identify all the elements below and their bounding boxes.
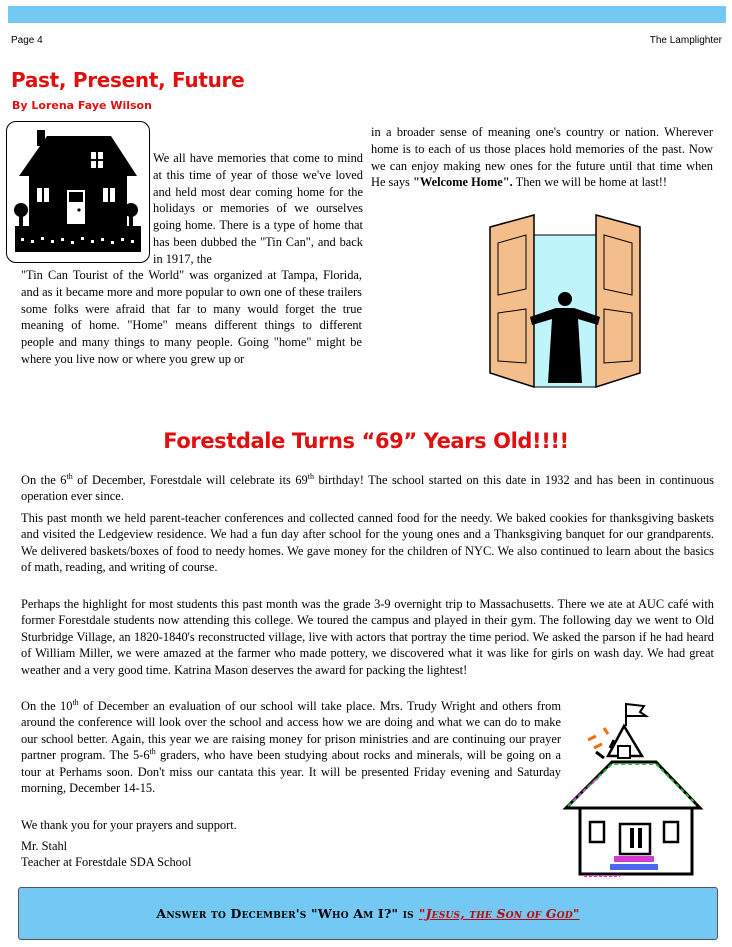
ordinal-suffix: th [66, 471, 73, 481]
open-door-icon [484, 213, 646, 389]
who-am-i-answer-banner [18, 887, 718, 940]
paragraph-text: On the 6 [21, 473, 67, 487]
article-paragraph [21, 472, 714, 505]
column2-end-text: Then we will be home at last!! [512, 175, 668, 190]
article-paragraph: Perhaps the highlight for most students this past month was the grade 3-9 overnight trip to Massachusetts. There we ate at AUC café with former Forestdale students now attending this college. We toured the campus and played in their gym. The following day we went to Old Sturbridge Village, an 1820-1840's reconstructed village, live with actors that portray the time period. We asked the parson if he had heard of William Miller, we were amazed at the farmer who made pottery, we discovered what it was like for girls on wash day. We had great weather and a very good time. Katrina Mason deserves the award for packing the lightest! [21, 597, 714, 677]
schoolhouse-icon [560, 700, 710, 882]
article-paragraph-column2 [371, 124, 713, 191]
paragraph-text: graders, who have been studying about rocks and minerals, will be going on a tour at Perhams soon. Don't miss our cantata this year. It will be presented Friday evening and Saturday morning, December 14-15. [21, 748, 561, 796]
ordinal-suffix: th [72, 697, 79, 707]
answer-text: "Jesus, the Son of God" [418, 906, 580, 921]
article-title-2: Forestdale Turns “69” Years Old!!!! [163, 429, 569, 453]
house-clipart [6, 121, 150, 263]
paragraph-text: On the 10 [21, 699, 73, 713]
ordinal-suffix: th [307, 471, 314, 481]
article-paragraph-wrapped: We all have memories that come to mind at this time of year of those we've loved and held most dear coming home for the holidays or memories of we ourselves going home. There is a type of home that has been dubbed the "Tin Can", and back in 1917, the [153, 151, 363, 266]
paragraph-text: birthday! The school started on this date in 1932 and has been in continuous operation ever since. [21, 473, 714, 504]
top-color-bar [8, 6, 726, 23]
ordinal-suffix: th [149, 747, 156, 757]
article-title: Past, Present, Future [11, 68, 245, 92]
column2-text: in a broader sense of meaning one's country or nation. Wherever home is to each of us those places hold memories of the past. Now we can enjoy making new ones for the future until that time when He says [371, 125, 713, 190]
article-paragraph: "Tin Can Tourist of the World" was organized at Tampa, Florida, and as it became more and more popular to own one of these trailers some folks were afraid that far to many would forget the true meaning of home. "Home" means different things to different people and many things to many people. Going "home" might be where you live now or where you grew up or [21, 268, 362, 366]
thanks-line: We thank you for your prayers and support. [21, 818, 237, 832]
article-paragraph: This past month we held parent-teacher conferences and collected canned food for the needy. We baked cookies for thanksgiving baskets and visited the Ledgeview residence. We had a fun day after school for the young ones and a Thanksgiving banquet for our grandparents. We delivered baskets/boxes of food to needy homes. We gave money for the children of NYC. We also continued to learn about the basics of math, reading, and writing of course. [21, 511, 714, 575]
article-byline: By Lorena Faye Wilson [12, 99, 152, 112]
signature-name: Mr. Stahl [21, 839, 68, 853]
paragraph-text: of December an evaluation of our school will take place. Mrs. Trudy Wright and others from around the conference will look over the school and access how we are doing and what we can do to make our school better. Again, this year we are raising money for prison ministries and are continuing our prayer partner program. The 5-6 [21, 699, 562, 763]
page-number: Page 4 [11, 35, 43, 46]
newsletter-name: The Lamplighter [649, 35, 722, 46]
signature-title: Teacher at Forestdale SDA School [21, 855, 192, 869]
open-doors-clipart [484, 213, 646, 389]
article-paragraph [21, 698, 561, 796]
schoolhouse-clipart [560, 700, 710, 882]
paragraph-text: of December, Forestdale will celebrate its 69 [72, 473, 308, 487]
answer-prefix: Answer to December's "Who Am I?" is [156, 906, 414, 921]
house-icon [7, 122, 149, 262]
welcome-home-quote: "Welcome Home". [413, 175, 513, 190]
